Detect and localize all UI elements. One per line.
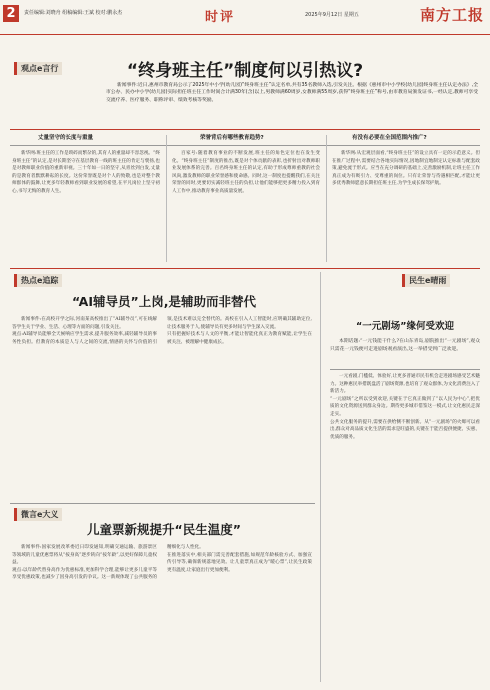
page-number: 2 [3, 5, 19, 22]
lead-headline: “终身班主任”制度何以引热议? [126, 61, 364, 81]
panel3-title: 有没有必要在全国范围内推广? [352, 135, 427, 141]
issue-date: 2025年9月12日 星期五 [305, 12, 359, 18]
lead-intro: 新闻事件:近日,惠州市教育局公示了2025年中小学(幼儿园)“终身班主任”认定名单,共有35名教师入选,引发关注。根据《惠州市中小学校(幼儿园)终身班主任认定办法》,全市公办、民办中小学(幼儿园)实际担任班主任工作时间合计满30年(含)以上,男教师满60周岁,女教师满55周岁,获得“终身班主任”称号,由市教育局颁发证书,一经认定,教师可享受交流疗养、医疗服务、职称评审、绩效考核等奖励。 [106, 83, 478, 103]
section-divider [10, 268, 480, 269]
section-divider [10, 503, 315, 504]
tag-livelihood: 民生e晴雨 [402, 274, 450, 287]
panel1-title: 丈量坚守的长度与重量 [38, 135, 94, 141]
column-rule [166, 135, 167, 262]
children-headline: 儿童票新规提升“民生温度” [87, 522, 241, 537]
ai-text: 新闻事件:在高校开学之际,河南某高校推出了“AI辅导员”,可在线解答学生关于学业、生活、心理等方面的问题,引发关注。 观点:AI辅导员能够全天候响应学生需求,提升服务效率,减轻辅导员的事务性负担。但教育的本质是人与人之间的交流,情感的关怀与价值的引领,是技术难以完全替代的。高校在引入人工智能时,应明确其辅助定位,让技术服务于人,使辅导员有更多时间与学生深入交流。 只有把握好技术与人文的平衡,才能让智能化真正为教育赋能,让学生在被关注、被理解中健康成长。 [12, 317, 312, 345]
editors-line: 责任编辑:刘晓舟 组稿编辑:王斌 校对:鹏永杰 [24, 10, 123, 16]
panel-title-divider [10, 145, 480, 146]
panel2-text: 百家号:随着教育事业的不断发展,班主任的角色定位也在发生变化。“终身班主任”制度的推出,既是对个体贡献的表彰,也折射出对教师职业发展体系的完善。百名终身班主任的认定,有助于形成尊师重教的社会风尚,激发教师的职业荣誉感和使命感。同时,这一制度也提醒我们,在关注荣誉的同时,更要切实减轻班主任的负担,让他们能够把更多精力投入到育人工作中,推动教育事业高质量发展。 [172, 151, 320, 194]
ai-headline: “AI辅导员”上岗,是辅助而非替代 [72, 294, 256, 309]
yiyuan-intro: 本期话题:“一元钱能干什么?在山东青岛,剧院推出“一元剧场”,观众只需花一元钱便可走进剧场观看演出,这一举措受到广泛欢迎。 [330, 339, 480, 352]
panel3-text: 新华网:从宏观层面看,“终身班主任”的设立具有一定的示范意义。但在推广过程中,需要结合各地实际情况,因地制宜地制定认定标准与配套政策,避免流于形式。应当在充分调研的基础上,完善激励机制,让班主任工作真正成为有吸引力、受尊重的岗位。只有让荣誉与待遇相匹配,才能让更多优秀教师愿意长期担任班主任,为学生成长保驾护航。 [332, 151, 480, 187]
column-rule [326, 135, 327, 262]
children-text: 新闻事件:国家发展改革委近日印发通知,明确交通运输、旅游景区等领域的儿童优惠票将从“按身高”逐步转向“按年龄”,以更好保障儿童权益。 观点:以年龄代替身高作为优惠标准,更加科学合理,能够让更多儿童平等享受优惠政策,也减少了因身高引发的争议。这一新规体现了公共服务的精细化与人性化。 在推进落实中,相关部门需完善配套措施,如规范年龄核验方式、加强宣传引导等,确保新规落地见效。让儿童票真正成为“暖心票”,让民生政策更有温度,让家庭出行更加便利。 [12, 545, 312, 581]
column-rule [320, 272, 321, 682]
newspaper-logo: 南方工报 [419, 6, 484, 24]
section-title: 时评 [205, 10, 236, 25]
masthead [0, 0, 490, 35]
yiyuan-text: 一元看剧,门槛低、体验好,让更多普通市民有机会走进剧场感受艺术魅力。这种惠民举措既盘活了剧场资源,也培育了观众群体,为文化消费注入了新活力。 “一元剧场”之所以受到欢迎,关键在于它真正做到了“以人民为中心”,把优质的文化资源送到群众身边。期待更多城市借鉴这一模式,让文化惠民走深走实。 公共文化服务的提升,需要在供给侧不断创新。从“一元剧场”的火爆可以看出,群众对高品质文化生活的需求是旺盛的,关键在于能否提供便捷、实惠、优质的服务。 [330, 374, 480, 440]
yiyuan-divider [330, 369, 480, 370]
panel2-title: 荣誉背后有哪些教育趋势? [200, 135, 264, 141]
yiyuan-headline: “一元剧场”缘何受欢迎 [356, 321, 454, 332]
tag-micro: 微言e大义 [14, 508, 62, 521]
panel1-text: 新华网:班主任的工作是琐碎而繁杂的,其育人的重量却不容忽视。“终身班主任”的认定,是对长期坚守在基层教育一线的班主任的肯定与褒扬,也是对教师职业价值的重新审视。三十年如一日的坚守,从青丝到白发,丈量的是教育者默默耕耘的长度。这份荣誉既是对个人的致敬,也是对整个教师群体的鼓舞,让更多年轻教师看到职业发展的希望,在平凡岗位上坚守初心,书写无悔的教育人生。 [12, 151, 160, 194]
lead-divider [10, 129, 480, 130]
tag-viewpoint: 观点e言行 [14, 62, 62, 75]
tag-hotspot: 热点e追踪 [14, 274, 62, 287]
